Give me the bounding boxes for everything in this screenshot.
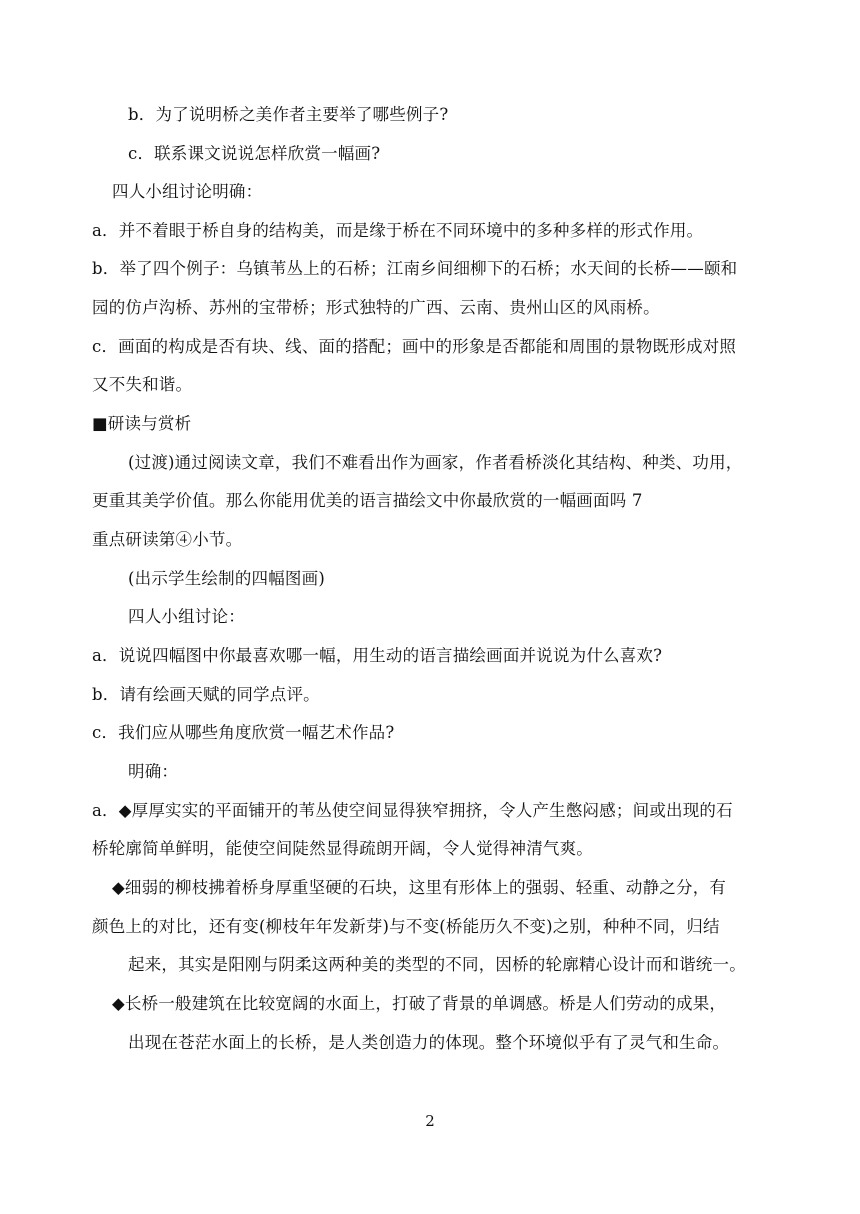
text-line: 出现在苍茫水面上的长桥，是人类创造力的体现。整个环境似乎有了灵气和生命。 [128,1033,730,1052]
text-line: 桥轮廓简单鲜明，能使空间陡然显得疏朗开阔，令人觉得神清气爽。 [92,839,593,858]
text-line: b．请有绘画天赋的同学点评。 [92,685,320,704]
text-line: c．我们应从哪些角度欣赏一幅艺术作品? [92,723,395,742]
text-line: 明确： [128,762,179,781]
text-line: a．说说四幅图中你最喜欢哪一幅，用生动的语言描绘画面并说说为什么喜欢? [92,646,663,665]
text-line: 四人小组讨论明确： [112,182,263,201]
page-number: 2 [425,1112,435,1130]
text-line: 更重其美学价值。那么你能用优美的语言描绘文中你最欣赏的一幅画面吗 7 [92,491,643,510]
text-line: a．并不着眼于桥自身的结构美，而是缘于桥在不同环境中的多种多样的形式作用。 [92,221,704,240]
text-line: b．举了四个例子：乌镇苇丛上的石桥；江南乡间细柳下的石桥；水天间的长桥——颐和 [92,259,738,278]
text-line: 颜色上的对比，还有变(柳枝年年发新芽)与不变(桥能历久不变)之别，种种不同，归结 [92,917,720,936]
text-line: 园的仿卢沟桥、苏州的宝带桥；形式独特的广西、云南、贵州山区的风雨桥。 [92,298,660,317]
text-line: 又不失和谐。 [92,375,193,394]
text-line: (过渡)通过阅读文章，我们不难看出作为画家，作者看桥淡化其结构、种类、功用， [128,453,743,472]
text-line: a．◆厚厚实实的平面铺开的苇丛使空间显得狭窄拥挤，令人产生憋闷感；间或出现的石 [92,801,733,820]
text-line: ◆细弱的柳枝拂着桥身厚重坚硬的石块，这里有形体上的强弱、轻重、动静之分，有 [112,878,727,897]
text-line: c．画面的构成是否有块、线、面的搭配；画中的形象是否都能和周围的景物既形成对照 [92,337,737,356]
text-line: 重点研读第④小节。 [92,530,243,549]
text-line: b．为了说明桥之美作者主要举了哪些例子? [128,105,449,124]
text-line: 起来，其实是阳刚与阴柔这两种美的类型的不同，因桥的轮廓精心设计而和谐统一。 [128,955,746,974]
section-heading: ■研读与赏析 [92,414,192,433]
text-line: 四人小组讨论： [128,607,245,626]
text-line: ◆长桥一般建筑在比较宽阔的水面上，打破了背景的单调感。桥是人们劳动的成果， [112,994,727,1013]
text-line: (出示学生绘制的四幅图画) [128,569,325,588]
text-line: c．联系课文说说怎样欣赏一幅画? [128,144,381,163]
